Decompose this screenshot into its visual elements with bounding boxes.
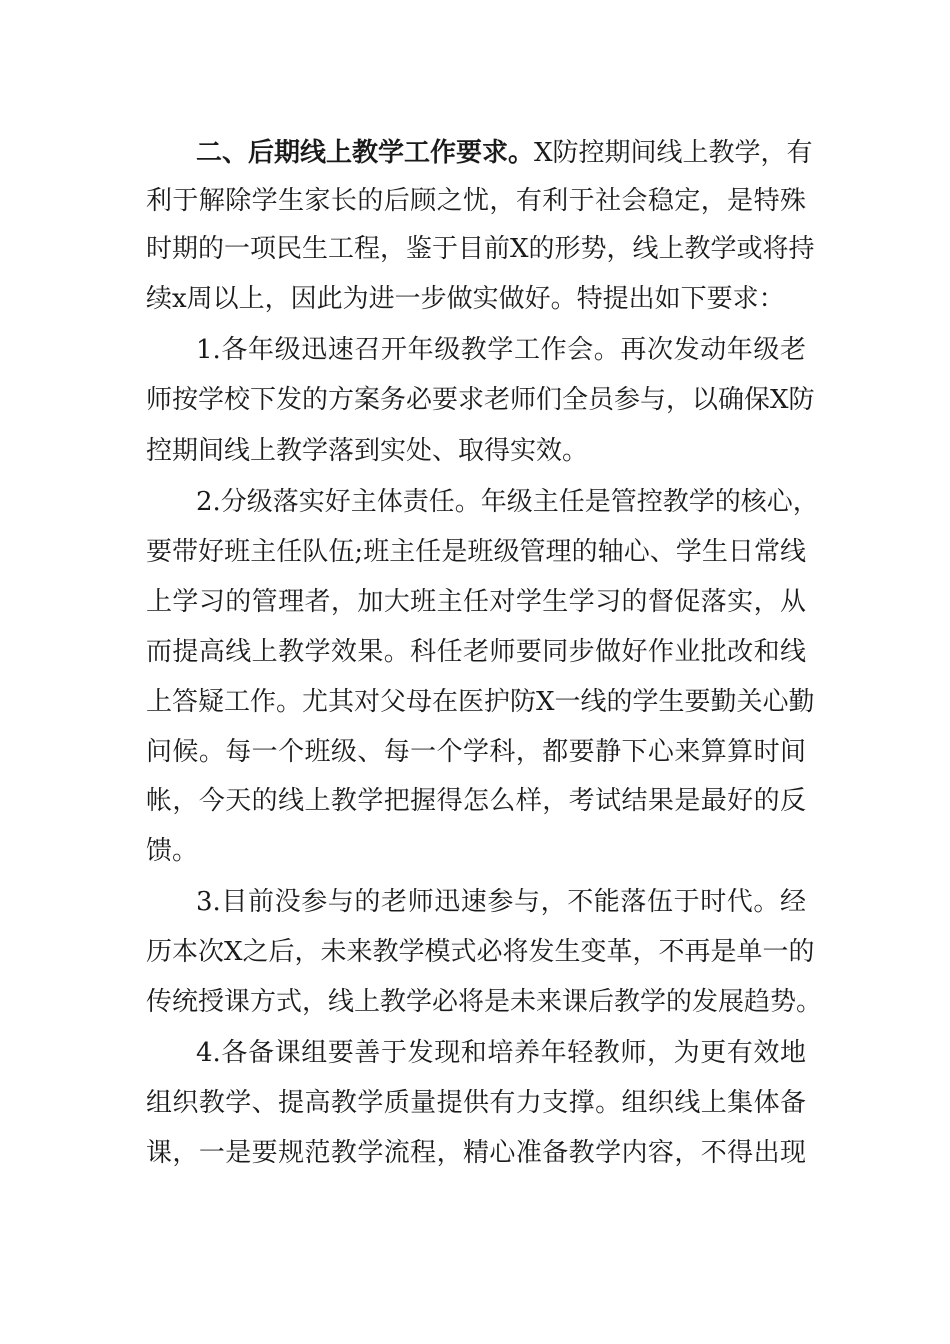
item-4-line-3: 课，一是要规范教学流程，精心准备教学内容，不得出现 [146, 1138, 806, 1168]
item-1-line-2: 师按学校下发的方案务必要求老师们全员参与，以确保X防 [146, 385, 815, 415]
paragraph-text: X防控期间线上教学，有 [534, 138, 813, 168]
item-3-line-1: 3.目前没参与的老师迅速参与，不能落伍于时代。经 [196, 887, 806, 917]
paragraph-line-3: 时期的一项民生工程，鉴于目前X的形势，线上教学或将持 [146, 234, 815, 264]
item-2-line-4: 而提高线上教学效果。科任老师要同步做好作业批改和线 [146, 637, 806, 667]
section-heading: 二、后期线上教学工作要求。 [196, 138, 535, 168]
item-2-line-2: 要带好班主任队伍;班主任是班级管理的轴心、学生日常线 [146, 537, 806, 567]
item-3-line-2: 历本次X之后，未来教学模式必将发生变革，不再是单一的 [146, 937, 815, 967]
item-2-line-7: 帐，今天的线上教学把握得怎么样，考试结果是最好的反 [146, 786, 806, 816]
item-2-line-6: 问候。每一个班级、每一个学科，都要静下心来算算时间 [146, 737, 806, 767]
item-1-line-3: 控期间线上教学落到实处、取得实效。 [146, 436, 589, 466]
paragraph-line-4: 续x周以上，因此为进一步做实做好。特提出如下要求： [146, 284, 785, 314]
item-4-line-1: 4.各备课组要善于发现和培养年轻教师，为更有效地 [196, 1038, 806, 1068]
item-4-line-2: 组织教学、提高教学质量提供有力支撑。组织线上集体备 [146, 1088, 806, 1118]
item-1-line-1: 1.各年级迅速召开年级教学工作会。再次发动年级老 [196, 335, 806, 365]
item-3-line-3: 传统授课方式，线上教学必将是未来课后教学的发展趋势。 [146, 987, 823, 1017]
paragraph-line-2: 利于解除学生家长的后顾之忧，有利于社会稳定，是特殊 [146, 186, 806, 216]
item-2-line-8: 馈。 [146, 836, 199, 866]
item-2-line-1: 2.分级落实好主体责任。年级主任是管控教学的核心， [196, 487, 819, 517]
paragraph-line-1 [196, 133, 813, 173]
item-2-line-3: 上学习的管理者，加大班主任对学生学习的督促落实，从 [146, 587, 806, 617]
item-2-line-5: 上答疑工作。尤其对父母在医护防X一线的学生要勤关心勤 [146, 687, 815, 717]
